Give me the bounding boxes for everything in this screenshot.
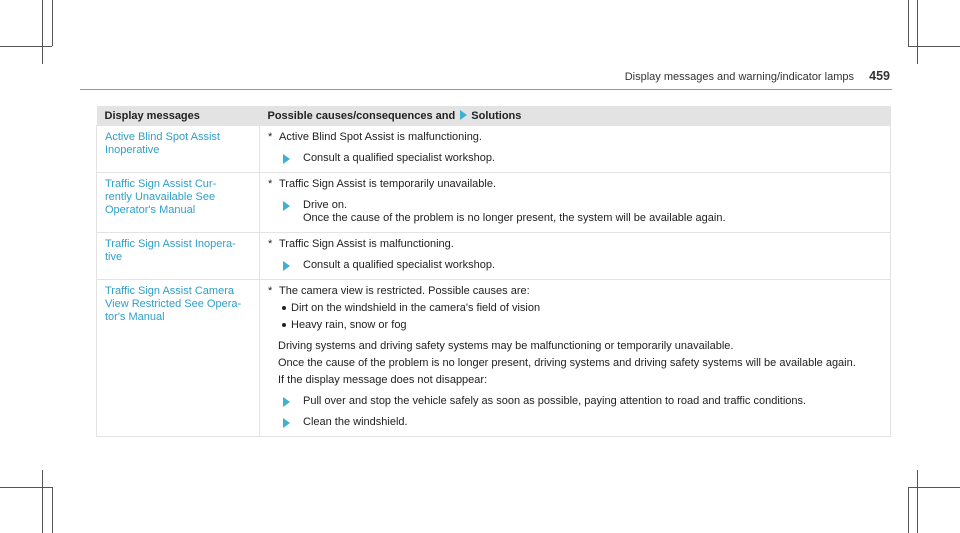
column-header-display-messages: Display messages bbox=[97, 106, 260, 126]
solutions-header-text: Solutions bbox=[471, 109, 522, 122]
solution-step: Clean the windshield. bbox=[268, 416, 882, 429]
column-header-causes-solutions bbox=[260, 106, 891, 126]
crop-mark bbox=[0, 487, 52, 488]
arrow-right-icon bbox=[460, 110, 467, 120]
bullet-icon bbox=[282, 323, 286, 327]
solution-step: Drive on. Once the cause of the problem is no longer present, the system will be available again. bbox=[268, 199, 882, 225]
paragraph: If the display message does not disappear: bbox=[278, 374, 488, 386]
causes-solutions bbox=[260, 233, 891, 280]
causes-header-text: Possible causes/consequences and bbox=[267, 109, 456, 122]
crop-mark bbox=[42, 0, 43, 64]
crop-mark bbox=[42, 470, 43, 533]
display-message: Active Blind Spot Assist Inoperative bbox=[97, 126, 260, 173]
crop-mark bbox=[908, 487, 960, 488]
causes-solutions bbox=[260, 280, 891, 437]
header-rule bbox=[80, 89, 892, 90]
list-item: Heavy rain, snow or fog bbox=[268, 319, 882, 332]
table-row bbox=[97, 126, 891, 173]
solution-step: Pull over and stop the vehicle safely as soon as possible, paying attention to road and traffic conditions. bbox=[268, 395, 882, 408]
crop-mark bbox=[52, 0, 53, 46]
paragraph: Driving systems and driving safety systems may be malfunctioning or temporarily unavailable. bbox=[278, 340, 734, 352]
cause: * Active Blind Spot Assist is malfunctioning. bbox=[268, 131, 482, 143]
header-title: Display messages and warning/indicator lamps bbox=[624, 71, 854, 83]
bullet-icon bbox=[282, 306, 286, 310]
paragraph: Once the cause of the problem is no longer present, driving systems and driving safety systems will be available again. bbox=[278, 357, 856, 369]
cause: * Traffic Sign Assist is temporarily unavailable. bbox=[268, 178, 497, 190]
arrow-right-icon bbox=[283, 201, 290, 211]
crop-mark bbox=[908, 46, 960, 47]
list-item: Dirt on the windshield in the camera's field of vision bbox=[268, 302, 882, 315]
table-header-row bbox=[97, 106, 891, 126]
table-row bbox=[97, 233, 891, 280]
arrow-right-icon bbox=[283, 154, 290, 164]
cause: * The camera view is restricted. Possible causes are: bbox=[268, 285, 530, 297]
display-message: Traffic Sign Assist Camera View Restricted See Opera- tor's Manual bbox=[97, 280, 260, 437]
causes-solutions bbox=[260, 126, 891, 173]
causes-solutions bbox=[260, 173, 891, 233]
solution-step: Consult a qualified specialist workshop. bbox=[268, 259, 882, 272]
cause: * Traffic Sign Assist is malfunctioning. bbox=[268, 238, 454, 250]
solution-step: Consult a qualified specialist workshop. bbox=[268, 152, 882, 165]
crop-mark bbox=[917, 470, 918, 533]
crop-mark bbox=[0, 46, 52, 47]
display-message: Traffic Sign Assist Inopera- tive bbox=[97, 233, 260, 280]
crop-mark bbox=[908, 487, 909, 533]
crop-mark bbox=[52, 487, 53, 533]
arrow-right-icon bbox=[283, 261, 290, 271]
arrow-right-icon bbox=[283, 397, 290, 407]
table-row bbox=[97, 280, 891, 437]
display-messages-table bbox=[96, 106, 891, 437]
crop-mark bbox=[917, 0, 918, 64]
table-row bbox=[97, 173, 891, 233]
arrow-right-icon bbox=[283, 418, 290, 428]
display-message: Traffic Sign Assist Cur- rently Unavailable See Operator's Manual bbox=[97, 173, 260, 233]
page-header bbox=[80, 68, 892, 90]
crop-mark bbox=[908, 0, 909, 46]
page-number: 459 bbox=[869, 69, 890, 83]
